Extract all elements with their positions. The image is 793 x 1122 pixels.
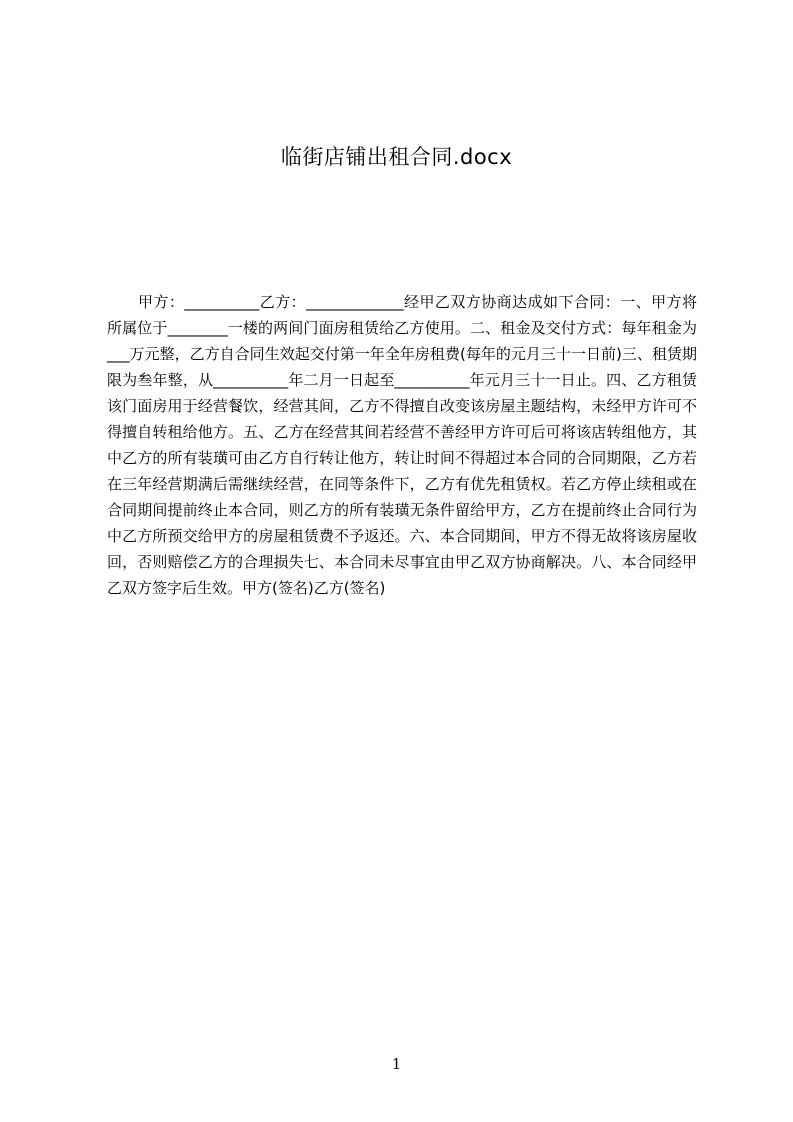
document-title: 临街店铺出租合同.docx xyxy=(280,145,513,169)
page-number: 1 xyxy=(391,1055,402,1073)
contract-body-paragraph: 甲方：__________乙方：_____________经甲乙双方协商达成如下合同：一、甲方将所属位于________一楼的两间门面房租赁给乙方使用。二、租金及交付方式：每年租金为___万元整，乙方自合同生效起交付第一年全年房租费(每年的元月三十一日前)三、租赁期限为叁年整，从__________年二月一日起至__________年元月三十一日止。四、乙方租赁该门面房用于经营餐饮，经营其间，乙方不得擅自改变该房屋主题结构，未经甲方许可不得擅自转租给他方。五、乙方在经营其间若经营不善经甲方许可后可将该店转组他方，其中乙方的所有装璜可由乙方自行转让他方，转让时间不得超过本合同的合同期限，乙方若在三年经营期满后需继续经营，在同等条件下，乙方有优先租赁权。若乙方停止续租或在合同期间提前终止本合同，则乙方的所有装璜无条件留给甲方，乙方在提前终止合同行为中乙方所预交给甲方的房屋租赁费不予返还。六、本合同期间，甲方不得无故将该房屋收回，否则赔偿乙方的合理损失七、本合同未尽事宜由甲乙双方协商解决。八、本合同经甲乙双方签字后生效。甲方(签名)乙方(签名) xyxy=(107,293,697,597)
